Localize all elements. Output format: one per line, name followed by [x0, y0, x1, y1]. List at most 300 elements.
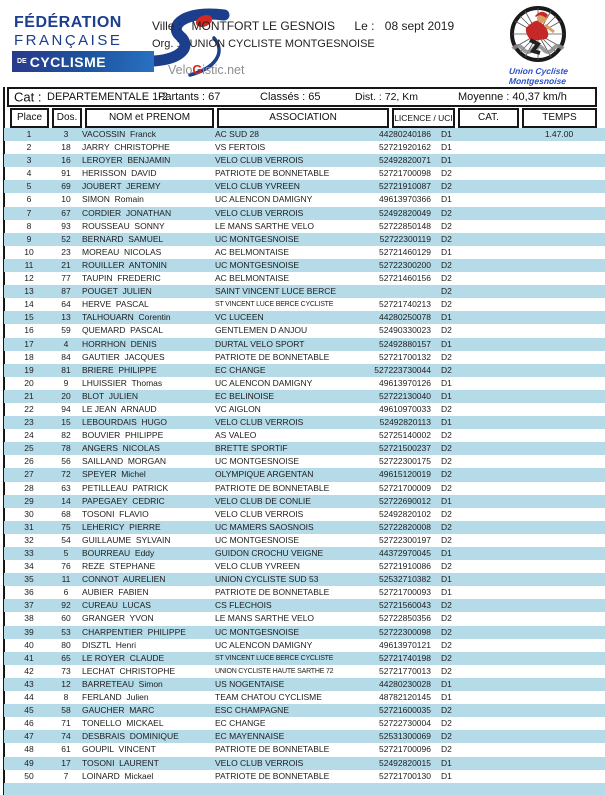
club-logo-line2: Montgesnoise	[508, 75, 567, 86]
cell-licence: 52722300098	[378, 626, 431, 637]
cell-category: D1	[441, 129, 452, 139]
table-row	[4, 626, 605, 639]
cell-licence: 52721740213	[378, 299, 431, 310]
cell-dossard: 81	[61, 364, 71, 375]
cell-category: D2	[441, 744, 452, 755]
cell-time	[521, 141, 597, 154]
cell-licence: 52721910086	[378, 561, 431, 572]
cell-dossard: 76	[61, 561, 71, 572]
cell-time	[521, 652, 597, 665]
cell-licence: 44280240186	[378, 129, 431, 139]
cell-dossard: 21	[61, 259, 71, 270]
cell-association: VELO CLUB YVREEN	[215, 561, 300, 572]
cell-name: HORRHON DENIS	[82, 338, 157, 349]
cell-dossard: 18	[61, 142, 71, 153]
cell-time	[521, 390, 597, 403]
cell-category: D2	[441, 534, 452, 545]
cell-licence: 52722300200	[378, 259, 431, 270]
cell-place: 5	[26, 181, 32, 192]
cell-licence: 52721460156	[378, 273, 431, 284]
cell-licence: 49610970033	[378, 403, 431, 414]
cell-licence: 44280250078	[378, 312, 431, 323]
cell-dossard: 8	[63, 692, 69, 703]
cell-time	[521, 351, 597, 364]
cell-licence: 52721910087	[378, 181, 431, 192]
cell-time	[521, 220, 597, 233]
cell-association: UC ALENCON DAMIGNY	[215, 377, 313, 388]
cell-association: UNION CYCLISTE HAUTE SARTHE 72	[215, 667, 334, 675]
cell-association: VELO CLUB YVREEN	[215, 181, 300, 192]
table-row	[4, 364, 605, 377]
cell-time	[521, 665, 597, 678]
cell-dossard: 59	[61, 325, 71, 336]
table-row	[4, 154, 605, 167]
cell-place: 49	[24, 757, 34, 768]
cell-licence: 52721700132	[378, 351, 431, 362]
cell-place: 28	[24, 482, 34, 493]
cell-licence: 48782120145	[378, 692, 431, 703]
table-row	[4, 442, 605, 455]
cell-category: D1	[441, 692, 452, 703]
table-row	[4, 351, 605, 364]
cell-name: CONNOT AURELIEN	[82, 574, 166, 585]
cell-category: D2	[441, 600, 452, 611]
cell-time	[521, 416, 597, 429]
cell-name: BLOT JULIEN	[82, 390, 139, 401]
cell-name: REZE STEPHANE	[82, 561, 156, 572]
cell-category: D1	[441, 417, 452, 428]
organizer-label: Org. :	[152, 38, 180, 50]
cell-association: AC BELMONTAISE	[215, 246, 289, 257]
cell-association: SAINT VINCENT LUCE BERCE	[215, 286, 337, 297]
cell-category: D2	[441, 207, 452, 218]
cell-category: D2	[441, 639, 452, 650]
cell-dossard: 10	[61, 194, 71, 205]
cell-name: LECHAT CHRISTOPHE	[82, 665, 176, 676]
cell-category: D2	[441, 626, 452, 637]
cell-association: LE MANS SARTHE VELO	[215, 613, 315, 624]
cell-association: CS FLECHOIS	[215, 600, 272, 611]
cell-licence: 49613970366	[378, 194, 431, 205]
cell-category: D1	[441, 377, 452, 388]
cell-category: D1	[441, 312, 452, 323]
cell-association: PATRIOTE DE BONNETABLE	[215, 587, 330, 598]
cell-time	[521, 757, 597, 770]
cell-name: CUREAU LUCAS	[82, 600, 151, 611]
cell-category: D2	[441, 299, 452, 310]
cell-association: DURTAL VELO SPORT	[215, 338, 305, 349]
cell-time	[521, 612, 597, 625]
column-header-time: TEMPS	[522, 108, 597, 128]
cell-dossard: 4	[63, 338, 69, 349]
cell-name: HERVE PASCAL	[82, 299, 149, 310]
cell-licence: 52721700009	[378, 482, 431, 493]
cell-dossard: 78	[61, 443, 71, 454]
cell-name: ROUSSEAU SONNY	[82, 220, 165, 231]
cell-association: EC BELINOISE	[215, 390, 275, 401]
cell-category: D2	[441, 233, 452, 244]
cell-dossard: 69	[61, 181, 71, 192]
date-label: Le :	[354, 19, 375, 33]
cell-name: GAUCHER MARC	[82, 705, 155, 716]
cell-category: D2	[441, 286, 452, 297]
cell-time	[521, 246, 597, 259]
cell-licence: 52721500237	[378, 443, 431, 454]
table-row	[4, 757, 605, 770]
cell-name: AUBIER FABIEN	[82, 587, 149, 598]
cell-time	[521, 364, 597, 377]
cell-place: 46	[24, 718, 34, 729]
cell-dossard: 52	[61, 233, 71, 244]
cell-name: POUGET JULIEN	[82, 286, 152, 297]
cell-place: 34	[24, 561, 34, 572]
cell-name: MOREAU NICOLAS	[82, 246, 162, 257]
cell-dossard: 60	[61, 613, 71, 624]
cell-name: GRANGER YVON	[82, 613, 154, 624]
cell-dossard: 56	[61, 456, 71, 467]
cell-category: D1	[441, 155, 452, 166]
cell-licence: 52721700098	[378, 168, 431, 179]
cell-place: 30	[24, 508, 34, 519]
cell-association: UC MONTGESNOISE	[215, 259, 300, 270]
cell-dossard: 82	[61, 430, 71, 441]
table-row	[4, 482, 605, 495]
category-value: DEPARTEMENTALE 1-2	[47, 91, 169, 103]
cell-category: D2	[441, 731, 452, 742]
cell-name: BOUVIER PHILIPPE	[82, 430, 164, 441]
cell-dossard: 17	[61, 757, 71, 768]
club-logo-line1: Union Cycliste	[508, 66, 569, 76]
cell-name: PAPEGAEY CEDRIC	[82, 495, 165, 506]
cell-association: VELO CLUB VERROIS	[215, 508, 304, 519]
cell-place: 38	[24, 613, 34, 624]
column-header-name: NOM et PRENOM	[85, 108, 214, 128]
cell-time	[521, 586, 597, 599]
cell-category: D2	[441, 168, 452, 179]
table-row	[4, 468, 605, 481]
cell-dossard: 20	[61, 390, 71, 401]
cell-association: AS VALEO	[215, 430, 257, 441]
cell-licence: 52492820071	[378, 155, 431, 166]
cell-category: D2	[441, 718, 452, 729]
cell-time	[521, 154, 597, 167]
cell-association: UC MAMERS SAOSNOIS	[215, 521, 314, 532]
cell-category: D2	[441, 508, 452, 519]
cell-licence: 52722300175	[378, 456, 431, 467]
cell-place: 14	[24, 299, 34, 310]
cell-association: ST VINCENT LUCE BERCE CYCLISTE	[215, 301, 334, 309]
cell-place: 22	[24, 403, 34, 414]
cell-name: GAUTIER JACQUES	[82, 351, 165, 362]
cell-name: LEBOURDAIS HUGO	[82, 417, 168, 428]
table-row	[4, 311, 605, 324]
club-logo	[478, 5, 598, 85]
cell-name: CHARPENTIER PHILIPPE	[82, 626, 186, 637]
table-row	[4, 560, 605, 573]
cell-category: D1	[441, 757, 452, 768]
cell-association: US NOGENTAISE	[215, 678, 285, 689]
cell-category: D2	[441, 351, 452, 362]
cell-place: 20	[24, 377, 34, 388]
table-row	[4, 128, 605, 141]
cell-time	[521, 730, 597, 743]
cell-time	[521, 743, 597, 756]
cell-licence: 52722850148	[378, 220, 431, 231]
cell-dossard: 94	[61, 403, 71, 414]
cell-association: VELO CLUB VERROIS	[215, 207, 304, 218]
cell-category: D1	[441, 194, 452, 205]
cell-name: LE ROYER CLAUDE	[82, 652, 165, 663]
cell-licence: 52721460129	[378, 246, 431, 257]
cell-dossard: 75	[61, 521, 71, 532]
cell-category: D2	[441, 259, 452, 270]
club-logo-text	[477, 67, 599, 86]
table-row	[4, 416, 605, 429]
cell-association: GENTLEMEN D ANJOU	[215, 325, 308, 336]
cell-licence: 52492820113	[379, 417, 431, 428]
cell-dossard: 61	[61, 744, 71, 755]
cell-name: GOUPIL VINCENT	[82, 744, 156, 755]
cell-name: TALHOUARN Corentin	[82, 312, 171, 323]
table-row	[4, 193, 605, 206]
cell-association: UNION CYCLISTE SUD 53	[215, 574, 319, 585]
ffc-logo-banner	[12, 51, 154, 72]
cell-name: LEHERICY PIERRE	[82, 521, 161, 532]
table-row	[4, 743, 605, 756]
table-row	[4, 639, 605, 652]
cell-name: LEROYER BENJAMIN	[82, 155, 171, 166]
table-row	[4, 324, 605, 337]
cell-time	[521, 285, 597, 298]
cell-licence: 52532710382	[378, 574, 431, 585]
date-value: 08 sept 2019	[384, 19, 455, 33]
cell-name: BERNARD SAMUEL	[82, 233, 164, 244]
cell-time	[521, 311, 597, 324]
cell-name: JOUBERT JEREMY	[82, 181, 161, 192]
cell-licence: 52721700093	[378, 587, 431, 598]
average-speed: Moyenne : 40,37 km/h	[458, 91, 567, 103]
distance: Dist. : 72, Km	[355, 91, 419, 103]
cell-licence: 52722730004	[378, 718, 431, 729]
cell-dossard: 11	[61, 574, 71, 585]
cell-association: TEAM CHATOU CYCLISME	[215, 692, 322, 703]
cell-licence: 52492820015	[378, 757, 431, 768]
table-row	[4, 429, 605, 442]
cell-association: UC MONTGESNOISE	[215, 534, 300, 545]
column-header-place: Place	[10, 108, 49, 128]
cell-place: 1	[26, 129, 32, 139]
cell-dossard: 63	[61, 482, 71, 493]
cell-category: D2	[441, 613, 452, 624]
cell-name: PETILLEAU PATRICK	[82, 482, 169, 493]
table-row	[4, 573, 605, 586]
cell-time	[521, 180, 597, 193]
table-row	[4, 338, 605, 351]
cell-association: UC ALENCON DAMIGNY	[215, 639, 313, 650]
cell-dossard: 14	[61, 495, 71, 506]
cell-category: D2	[441, 561, 452, 572]
results-body	[4, 128, 605, 783]
cell-association: GUIDON CROCHU VEIGNE	[215, 548, 324, 558]
cell-licence: 52721560043	[378, 600, 431, 611]
cell-association: VELO CLUB DE CONLIE	[215, 495, 311, 506]
cell-time	[521, 508, 597, 521]
cell-time	[521, 442, 597, 455]
cell-dossard: 93	[61, 220, 71, 231]
column-header-dossard: Dos.	[52, 108, 82, 128]
table-row	[4, 586, 605, 599]
cell-category: D1	[441, 587, 452, 598]
cell-time	[521, 626, 597, 639]
table-row	[4, 377, 605, 390]
cell-licence: 52721770013	[378, 665, 431, 676]
cell-association: PATRIOTE DE BONNETABLE	[215, 482, 330, 493]
cell-time	[521, 521, 597, 534]
cell-place: 15	[24, 312, 34, 323]
cell-association: ST VINCENT LUCE BERCE CYCLISTE	[215, 654, 334, 662]
cell-category: D1	[441, 574, 452, 585]
cell-licence: 52490330023	[378, 325, 431, 336]
cell-time	[521, 272, 597, 285]
event-city-line	[152, 19, 482, 33]
cell-name: BARRETEAU Simon	[82, 678, 163, 689]
cell-category: D2	[441, 181, 452, 192]
cell-place: 17	[24, 338, 34, 349]
cell-dossard: 7	[63, 770, 69, 781]
brand-pre: Velo	[168, 63, 193, 77]
table-row	[4, 390, 605, 403]
cell-time: 1.47.00	[544, 129, 574, 139]
cell-place: 10	[24, 246, 34, 257]
city-value: MONTFORT LE GESNOIS	[191, 19, 336, 33]
cell-category: D2	[441, 403, 452, 414]
cell-association: ESC CHAMPAGNE	[215, 705, 289, 716]
table-row	[4, 403, 605, 416]
cell-place: 29	[24, 495, 34, 506]
cell-dossard: 77	[61, 273, 71, 284]
cell-name: SPEYER Michel	[82, 469, 146, 480]
cell-licence: 52722690012	[378, 495, 431, 506]
cell-licence: 52492820102	[378, 508, 431, 519]
table-row	[4, 730, 605, 743]
cell-name: BOURREAU Eddy	[82, 548, 155, 558]
cell-time	[521, 298, 597, 311]
cell-category: D2	[441, 325, 452, 336]
category-label: Cat :	[14, 89, 42, 105]
cell-association: EC CHANGE	[215, 718, 266, 729]
ffc-logo-line1: FÉDÉRATION	[14, 14, 122, 31]
velogistic-brand	[168, 63, 244, 77]
cell-category: D1	[441, 390, 452, 401]
table-row	[4, 612, 605, 625]
cell-time	[521, 717, 597, 730]
cell-dossard: 87	[61, 286, 71, 297]
cell-place: 21	[24, 390, 34, 401]
event-info	[152, 19, 482, 77]
cell-licence: 49613970126	[378, 377, 431, 388]
cell-name: LE JEAN ARNAUD	[82, 403, 157, 414]
cell-dossard: 5	[63, 548, 69, 558]
table-row	[4, 547, 605, 560]
finishers-count: Classés : 65	[260, 91, 321, 103]
cell-association: UC MONTGESNOISE	[215, 233, 300, 244]
cell-place: 12	[24, 273, 34, 284]
ffc-banner-cyclisme: CYCLISME	[29, 53, 107, 70]
cell-category: D1	[441, 678, 452, 689]
table-row	[4, 141, 605, 154]
cell-association: AC SUD 28	[215, 129, 259, 139]
cell-time	[521, 429, 597, 442]
cell-licence: 52722130040	[378, 390, 431, 401]
cell-time	[521, 691, 597, 704]
cell-association: PATRIOTE DE BONNETABLE	[215, 770, 330, 781]
cell-dossard: 9	[63, 377, 69, 388]
cell-name: ROUILLER ANTONIN	[82, 259, 167, 270]
cell-dossard: 23	[61, 246, 71, 257]
column-header-association: ASSOCIATION	[217, 108, 389, 128]
cell-name: LHUISSIER Thomas	[82, 377, 163, 388]
table-row	[4, 770, 605, 783]
cell-category: D2	[441, 521, 452, 532]
cell-association: UC MONTGESNOISE	[215, 456, 300, 467]
cell-association: PATRIOTE DE BONNETABLE	[215, 168, 330, 179]
cell-dossard: 71	[61, 718, 71, 729]
cell-name: BRIERE PHILIPPE	[82, 364, 157, 375]
cell-licence: 52721740198	[378, 652, 431, 663]
table-row	[4, 508, 605, 521]
cell-association: PATRIOTE DE BONNETABLE	[215, 744, 330, 755]
cell-licence: 44372970045	[378, 548, 431, 558]
cell-time	[521, 704, 597, 717]
cell-dossard: 80	[61, 639, 71, 650]
table-row	[4, 691, 605, 704]
table-header-row	[0, 108, 605, 129]
cell-time	[521, 495, 597, 508]
cell-dossard: 67	[61, 207, 71, 218]
cell-category: D1	[441, 142, 452, 153]
cell-licence: 52492880157	[378, 338, 431, 349]
organizer-value: UNION CYCLISTE MONTGESNOISE	[189, 38, 375, 50]
cell-dossard: 13	[61, 312, 71, 323]
table-row	[4, 298, 605, 311]
table-row	[4, 717, 605, 730]
cell-place: 32	[24, 534, 34, 545]
cell-category: D2	[441, 443, 452, 454]
cell-time	[521, 193, 597, 206]
table-row	[4, 678, 605, 691]
cell-time	[521, 403, 597, 416]
table-row	[4, 495, 605, 508]
cell-category: D1	[441, 770, 452, 781]
cell-name: SAILLAND MORGAN	[82, 456, 167, 467]
cell-place: 23	[24, 417, 34, 428]
table-row	[4, 167, 605, 180]
ffc-banner-de: DE	[17, 58, 27, 65]
cell-name: TOSONI FLAVIO	[82, 508, 149, 519]
cell-time	[521, 573, 597, 586]
cell-licence: 52722820008	[378, 521, 431, 532]
cell-place: 13	[24, 286, 34, 297]
cell-place: 9	[26, 233, 32, 244]
cell-time	[521, 547, 597, 560]
cell-association: BRETTE SPORTIF	[215, 443, 288, 454]
cell-category: D1	[441, 246, 452, 257]
cell-time	[521, 377, 597, 390]
cell-name: LOINARD Mickael	[82, 770, 154, 781]
table-row	[4, 285, 605, 298]
cell-licence: 52722850356	[378, 613, 431, 624]
cell-category: D2	[441, 220, 452, 231]
